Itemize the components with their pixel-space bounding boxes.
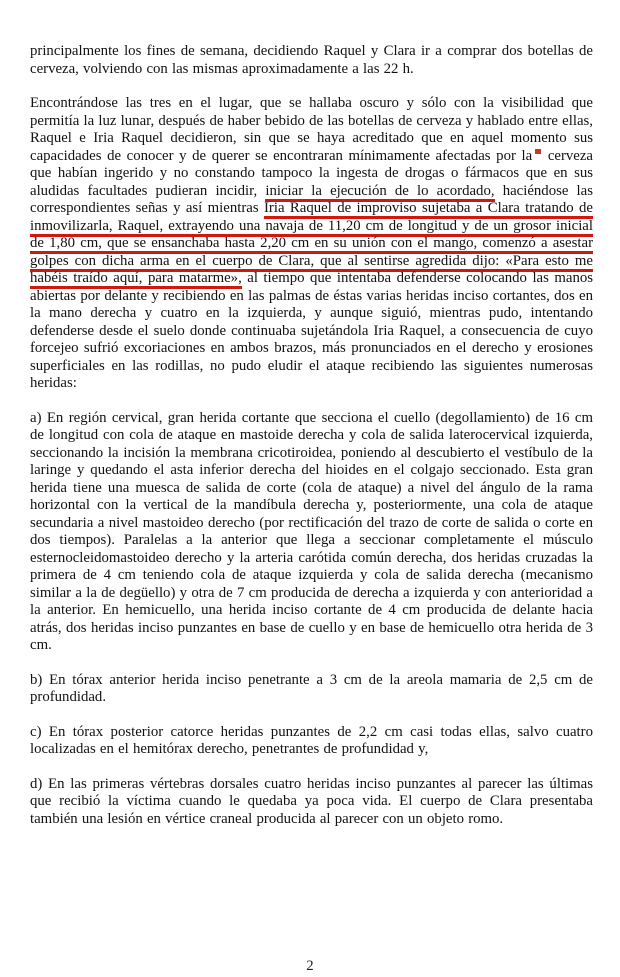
paragraph-text: Encontrándose las tres en el lugar, que se hallaba oscuro y sólo con la visibilidad que permitía la luz lunar, después de haber bebido de las botellas de cerveza y hablado entre ellas, Raquel e Iria Raquel decidieron, sin que se haya acreditado que en aquel momento sus capacidades de conocer y de querer se encontraran mínimamente afectadas por la bbox=[30, 95, 593, 164]
paragraph-attack-narrative bbox=[30, 95, 593, 393]
paragraph-text: principalmente los fines de semana, decidiendo Raquel y Clara ir a comprar dos botellas de cerveza, volviendo con las mismas aproximadamente a las 22 h. bbox=[30, 43, 593, 77]
paragraph-injury-d bbox=[30, 776, 593, 829]
paragraph-text: cerveza que habían ingerido y no constando tampoco la ingesta de drogas o fármacos que en sus aludidas facultades pudieran incidir, bbox=[30, 147, 593, 199]
red-underlined-text: iniciar la ejecución de lo acordado, bbox=[265, 183, 494, 202]
paragraph-injury-b bbox=[30, 672, 593, 707]
paragraph-injury-c bbox=[30, 724, 593, 759]
document-page bbox=[30, 43, 593, 845]
paragraph-text: al tiempo que intentaba defenderse colocando las manos abiertas por delante y recibiendo en las palmas de éstas varias heridas inciso cortantes, dos en la mano derecha y cuatro en la izquierda, y aunque siguió, mientras pudo, intentando defenderse desde el suelo donde continuaba sujetándola Iria Raquel, a consecuencia de cuyo forcejeo sufrió excoriaciones en ambos brazos, más pronunciados en el derecho y erosiones superficiales en las rodillas, no pudo eludir el ataque recibiendo las siguientes numerosas heridas: bbox=[30, 270, 593, 391]
red-annotation-mark bbox=[535, 149, 541, 154]
paragraph-text: c) En tórax posterior catorce heridas punzantes de 2,2 cm casi todas ellas, salvo cuatro localizadas en el hemitórax derecho, penetrantes de profundidad y, bbox=[30, 723, 593, 757]
paragraph-text: d) En las primeras vértebras dorsales cuatro heridas inciso punzantes al parecer las últimas que recibió la víctima cuando le quedaba ya poca vida. El cuerpo de Clara presentaba también una lesión en vértice craneal producida al parecer con un objeto romo. bbox=[30, 775, 593, 827]
red-underlined-text: Iria Raquel de improviso sujetaba a Clara tratando de inmovilizarla, Raquel, extrayendo una navaja de 11,20 cm de longitud y de un grosor inicial de 1,80 cm, que se ensanchaba hasta 2,20 cm en su unión con el mango, comenzó a asestar golpes con dicha arma en el cuerpo de Clara, que al sentirse agredida dijo: «Para esto me habéis traído aquí, para matarme», bbox=[30, 200, 593, 289]
paragraph-text: b) En tórax anterior herida inciso penetrante a 3 cm de la areola mamaria de 2,5 cm de profundidad. bbox=[30, 671, 593, 705]
paragraph-injury-a bbox=[30, 410, 593, 655]
paragraph-weekend-beer bbox=[30, 43, 593, 78]
paragraph-text: haciéndose las correspondientes señas y así mientras bbox=[30, 182, 593, 216]
paragraph-text: a) En región cervical, gran herida cortante que secciona el cuello (degollamiento) de 16 cm de longitud con cola de ataque en mastoide derecha y cola de salida laterocervical izquierda, seccionando la incisión la membrana cricotiroidea, poniendo al descubierto el vestíbulo de la laringe y quedando el asta inferior derecha del hioides en el colgajo seccionado. Esta gran herida tiene una muesca de salida de corte (cola de ataque) a nivel del ángulo de la rama horizontal con la vertical de la mandíbula derecha y, posteriormente, una cola de ataque secundaria a nivel mastoideo derecho (por rectificación del trazo de corte de salida o corte en dos tiempos). Paralelas a la anterior que llega a seccionar completamente el músculo esternocleidomastoideo derecho y la arteria carótida común derecha, dos heridas cruzadas la primera de 4 cm teniendo cola de ataque izquierda y cola de salida derecha (mecanismo similar a la de degüello) y otra de 7 cm producida de derecha a izquierda y con anterioridad a la anterior. En hemicuello, una herida inciso cortante de 4 cm producida de delante hacia atrás, dos heridas inciso punzantes en base de cuello y en base de hemicuello otra herida de 3 cm. bbox=[30, 409, 593, 653]
page-number: 2 bbox=[306, 958, 314, 974]
